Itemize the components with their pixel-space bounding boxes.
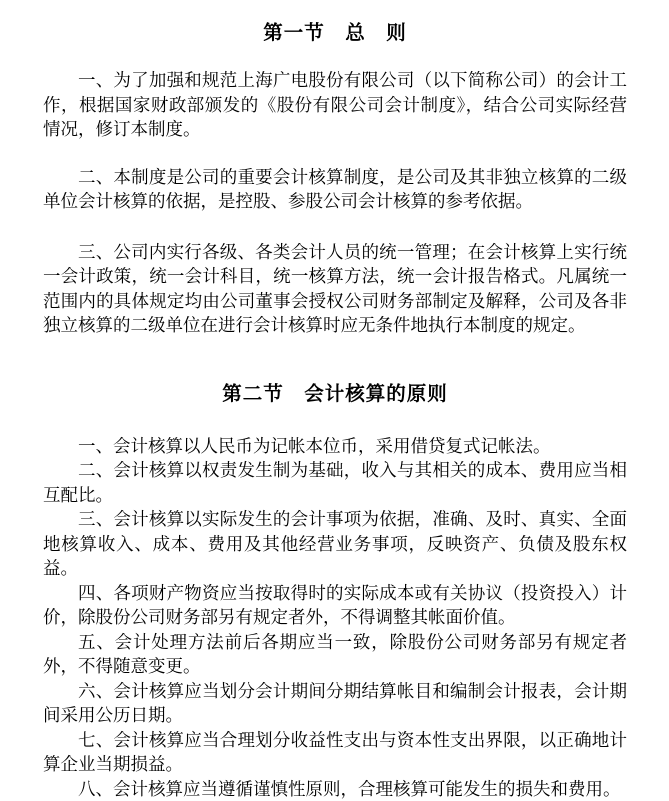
section2-title: 第二节 会计核算的原则 bbox=[43, 381, 627, 408]
principle-item-1: 一、会计核算以人民币为记帐本位币，采用借贷复式记帐法。 bbox=[43, 434, 627, 459]
section1-paragraph-2: 二、本制度是公司的重要会计核算制度，是公司及其非独立核算的二级单位会计核算的依据，是控股、参股公司会计核算的参考依据。 bbox=[43, 165, 627, 214]
principle-item-4: 四、各项财产物资应当按取得时的实际成本或有关协议（投资投入）计价，除股份公司财务部另有规定者外，不得调整其帐面价值。 bbox=[43, 581, 627, 630]
section1-paragraph-3: 三、公司内实行各级、各类会计人员的统一管理；在会计核算上实行统一会计政策，统一会计科目，统一核算方法，统一会计报告格式。凡属统一范围内的具体规定均由公司董事会授权公司财务部制定及解释，公司及各非独立核算的二级单位在进行会计核算时应无条件地执行本制度的规定。 bbox=[43, 240, 627, 338]
principle-item-3: 三、会计核算以实际发生的会计事项为依据，准确、及时、真实、全面地核算收入、成本、费用及其他经营业务事项，反映资产、负债及股东权益。 bbox=[43, 507, 627, 581]
principle-item-7: 七、会计核算应当合理划分收益性支出与资本性支出界限，以正确地计算企业当期损益。 bbox=[43, 728, 627, 777]
principle-item-2: 二、会计核算以权责发生制为基础，收入与其相关的成本、费用应当相互配比。 bbox=[43, 458, 627, 507]
section1-paragraph-1: 一、为了加强和规范上海广电股份有限公司（以下简称公司）的会计工作，根据国家财政部颁发的《股份有限公司会计制度》，结合公司实际经营情况，修订本制度。 bbox=[43, 68, 627, 142]
principle-item-5: 五、会计处理方法前后各期应当一致，除股份公司财务部另有规定者外，不得随意变更。 bbox=[43, 630, 627, 679]
section1-title: 第一节 总 则 bbox=[43, 20, 627, 47]
principle-item-6: 六、会计核算应当划分会计期间分期结算帐目和编制会计报表，会计期间采用公历日期。 bbox=[43, 679, 627, 728]
principle-item-8: 八、会计核算应当遵循谨慎性原则，合理核算可能发生的损失和费用。 bbox=[43, 777, 627, 801]
